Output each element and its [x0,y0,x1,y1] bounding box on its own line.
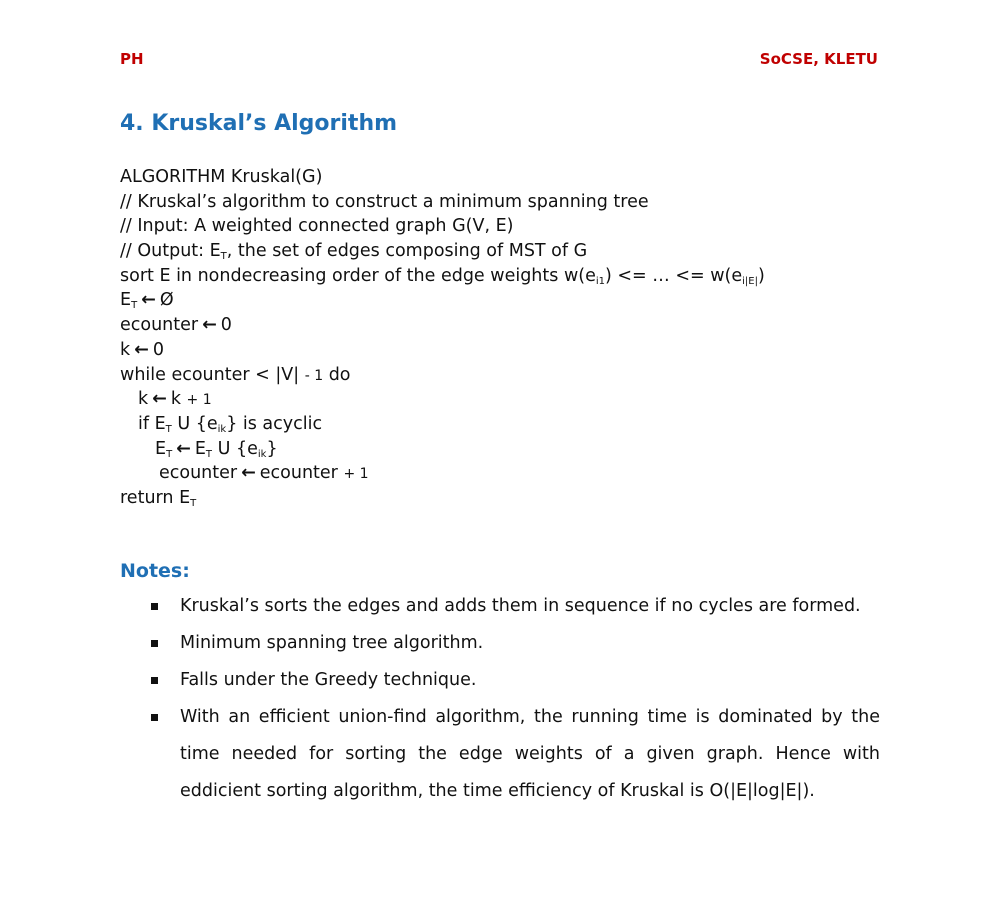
algo-line-output: // Output: $E_T$, the set of edges composing of MST of G [120,241,588,263]
notes-title: Notes: [120,560,190,582]
left-arrow-icon: ← [134,339,149,360]
list-item: Falls under the Greedy technique. [120,662,880,699]
algo-line-header: ALGORITHM Kruskal(G) [120,167,323,187]
algo-line-return: return $E_T$ [120,487,197,509]
algo-line-while: while ecounter < |V| - 1 do [120,364,351,385]
header-author: PH [120,50,144,68]
list-item: With an efficient union-find algorithm, the running time is dominated by the time needed for sorting the edge weights of a given graph. Hence with eddicient sorting algorithm, the time efficiency of Kruskal is O(|E|log|E|). [120,699,880,810]
list-item: Kruskal’s sorts the edges and adds them in sequence if no cycles are formed. [120,588,880,625]
bullet-icon [151,677,158,684]
algo-line-init-k: k ← 0 [120,339,164,360]
algo-line-init-ecounter: ecounter ← 0 [120,315,232,336]
left-arrow-icon: ← [202,315,217,336]
left-arrow-icon: ← [141,290,156,311]
algo-line-add-edge: $E_T$ ← $E_T$ U $\{e_{ik}\}$ [155,438,278,460]
bullet-icon [151,603,158,610]
left-arrow-icon: ← [241,463,256,484]
left-arrow-icon: ← [152,389,167,410]
list-item: Minimum spanning tree algorithm. [120,625,880,662]
section-title: 4. Kruskal’s Algorithm [120,111,398,136]
algo-line-comment: // Kruskal’s algorithm to construct a minimum spanning tree [120,191,649,212]
algo-line-increment-k: k ← k + 1 [138,389,212,410]
algo-line-if: if $E_T$ U $\{e_{ik}\}$ is acyclic [138,413,323,435]
algo-line-increment-ecounter: ecounter ← ecounter + 1 [159,463,369,484]
left-arrow-icon: ← [176,438,191,459]
algo-line-sort: sort E in nondecreasing order of the edge weights $w(e_{i1})$ <= … <= $w(e_{i|E|})$ [120,265,765,287]
notes-list [120,588,880,810]
bullet-icon [151,640,158,647]
header-institution: SoCSE, KLETU [759,50,878,68]
algorithm-block [120,165,880,511]
algo-line-input: // Input: A weighted connected graph G(V, E) [120,216,514,237]
bullet-icon [151,714,158,721]
algo-line-init-et: $E_T$ ← Ø [120,290,174,312]
